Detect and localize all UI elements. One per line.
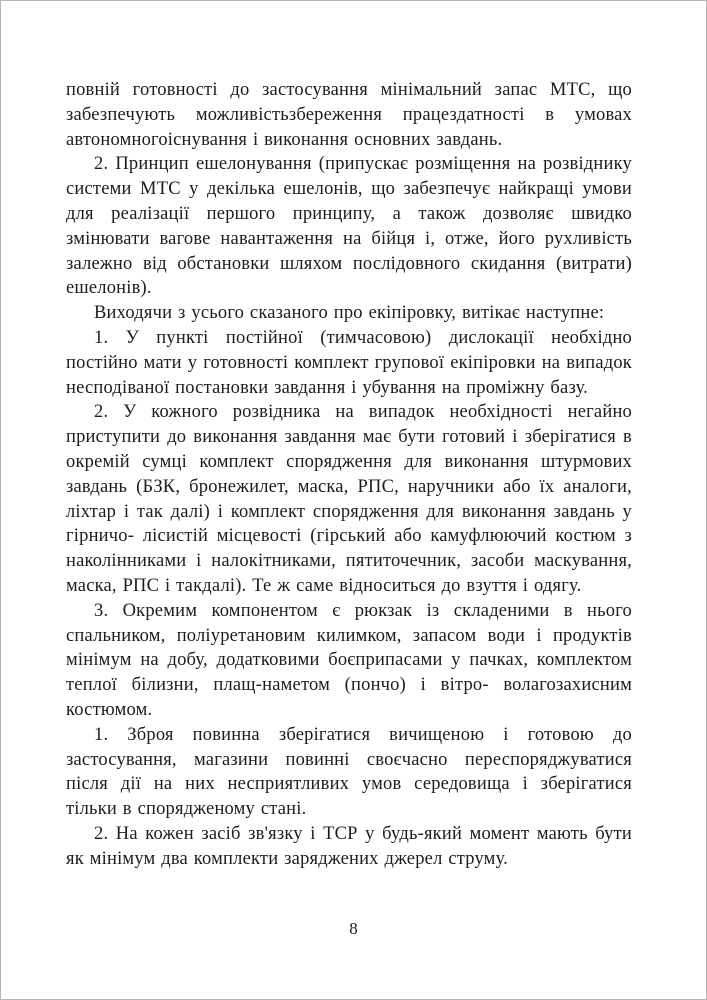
paragraph: 3. Окремим компонентом є рюкзак із складеними в нього спальником, поліуретановим килимком, запасом води і продуктів мінімум на добу, додатковими боєприпасами у пачках, комплектом теплої білизни, плащ-наметом (пончо) і вітро- волагозахисним костюмом. xyxy=(66,600,632,720)
page-number: 8 xyxy=(349,919,358,938)
paragraph: 2. На кожен засіб зв'язку і ТСР у будь-який момент мають бути як мінімум два комплекти заряджених джерел струму. xyxy=(66,823,632,869)
paragraph: 2. Принцип ешелонування (припускає розміщення на розвіднику системи МТС у декілька ешелонів, що забезпечує найкращі умови для реалізації першого принципу, а також дозволяє швидко змінювати вагове навантаження на бійця і, отже, його рухливість залежно від обстановки шляхом послідовного скидання (витрати) ешелонів). xyxy=(66,154,632,299)
paragraph: 1. Зброя повинна зберігатися вичищеною і готовою до застосування, магазини повинні своєчасно переспоряджуватися після дії на них несприятливих умов середовища і зберігатися тільки в спорядженому стані. xyxy=(66,724,632,820)
paragraph: Виходячи з усього сказаного про екіпіровку, витікає наступне: xyxy=(94,303,605,324)
text-block xyxy=(66,78,632,872)
paragraph: 2. У кожного розвідника на випадок необхідності негайно приступити до виконання завдання має бути готовий і зберігатися в окремій сумці комплект спорядження для виконання штурмових завдань (БЗК, бронежилет, маска, РПС, наручники або їх аналоги, ліхтар і так далі) і комплект спорядження для виконання завдань у гірничо- лісистій місцевості (гірський або камуфлюючий костюм з наколінниками і налокітниками, пятиточечник, засоби маскування, маска, РПС і такдалі). Те ж саме відноситься до взуття і одягу. xyxy=(66,402,632,596)
paragraph: 1. У пункті постійної (тимчасовою) дислокації необхідно постійно мати у готовності комплект групової екіпіровки на випадок несподіваної постановки завдання і убування на проміжну базу. xyxy=(66,327,632,398)
paragraph: повній готовності до застосування мінімальний запас МТС, що забезпечують можливістьзбереження працездатності в умовах автономногоіснування і виконання основних завдань. xyxy=(66,80,632,150)
